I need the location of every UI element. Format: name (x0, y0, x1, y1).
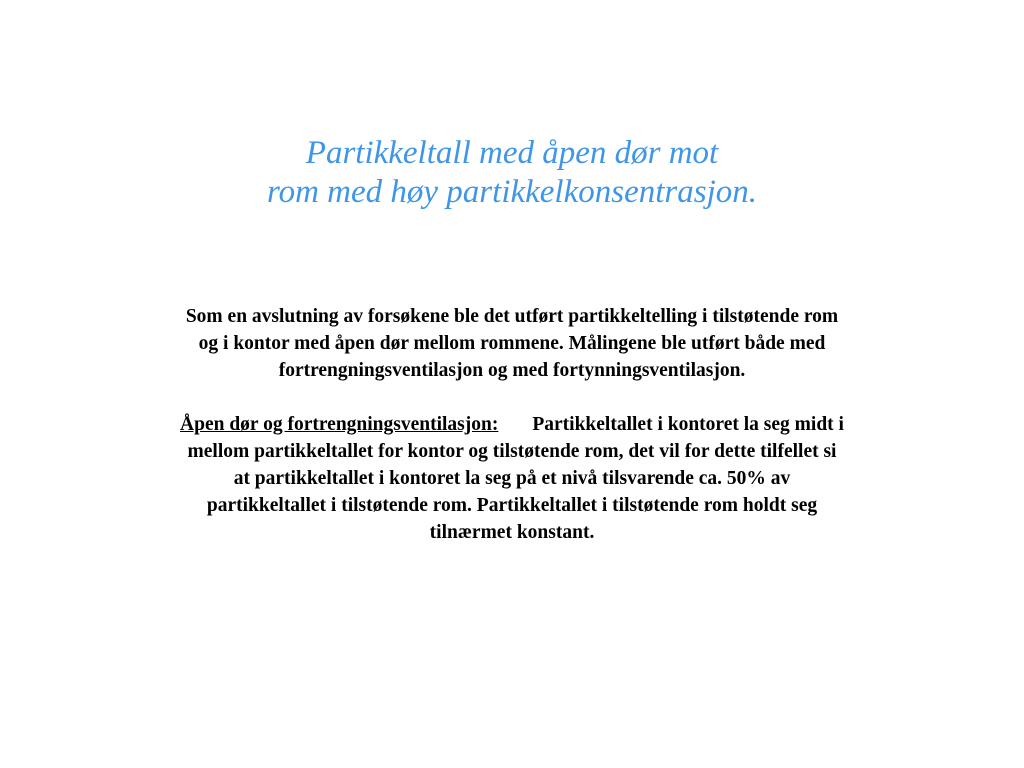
slide-title-line-1: Partikkeltall med åpen dør mot (305, 135, 719, 171)
result-paragraph (180, 411, 844, 546)
result-heading: Åpen dør og fortrengningsventilasjon: (180, 414, 499, 435)
paragraph-spacer (180, 384, 844, 411)
slide-body (180, 303, 844, 546)
result-text: Partikkeltallet i kontoret la seg midt i mellom partikkeltallet for kontor og tilstøtende rom, det vil for dette tilfellet si at partikkeltallet i kontoret la seg på et nivå tilsvarende ca. 50% av partikkeltallet i tilstøtende rom. Partikkeltallet i tilstøtende rom holdt seg tilnærmet konstant. (187, 414, 844, 543)
slide-title-line-2: rom med høy partikkelkonsentrasjon. (266, 174, 758, 210)
intro-paragraph: Som en avslutning av forsøkene ble det utført partikkeltelling i tilstøtende rom og i kontor med åpen dør mellom rommene. Målingene ble utført både med fortrengningsventilasjon og med fortynningsventilasjon. (185, 306, 839, 381)
slide-title (112, 134, 912, 212)
